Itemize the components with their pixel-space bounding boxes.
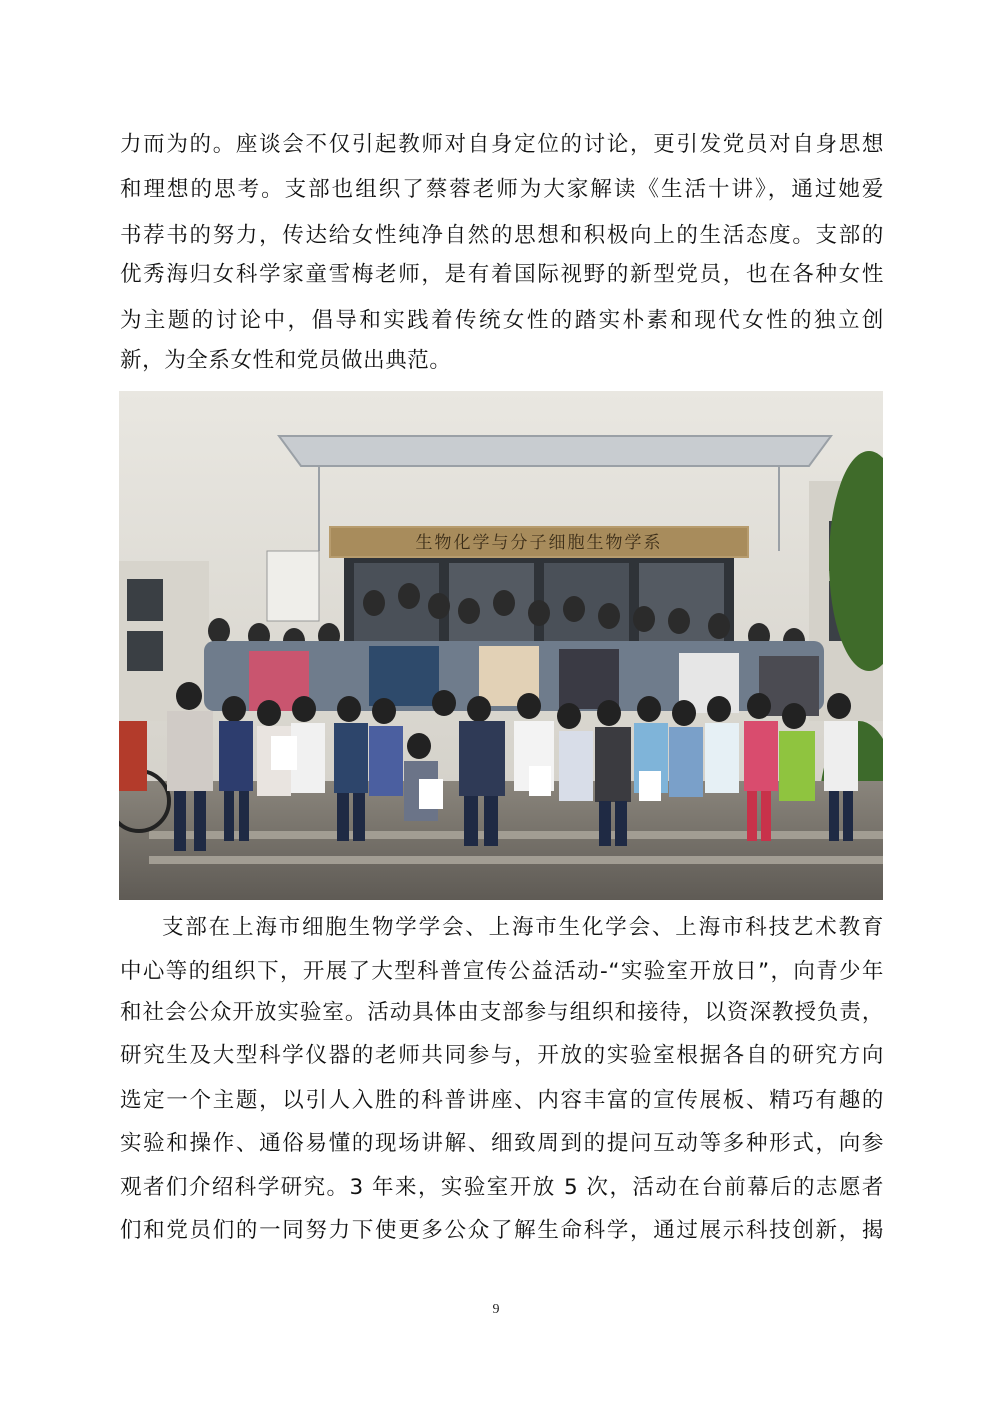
paragraph-line: 和理想的思考。支部也组织了蔡蓉老师为大家解读《生活十讲》，通过她爱 [120, 177, 884, 202]
page-number: 9 [492, 1302, 500, 1317]
group-photo [119, 391, 883, 900]
paragraph-line: 实验和操作、通俗易懂的现场讲解、细致周到的提问互动等多种形式，向参 [120, 1131, 884, 1156]
paragraph-line: 研究生及大型科学仪器的老师共同参与，开放的实验室根据各自的研究方向 [120, 1043, 884, 1068]
building-sign: 生物化学与分子细胞生物学系 [415, 533, 663, 553]
paragraph-line: 中心等的组织下，开展了大型科普宣传公益活动-“实验室开放日”，向青少年 [120, 959, 884, 984]
paragraph-line: 优秀海归女科学家童雪梅老师，是有着国际视野的新型党员，也在各种女性 [120, 262, 884, 287]
paragraph-line: 观者们介绍科学研究。3 年来，实验室开放 5 次，活动在台前幕后的志愿者 [120, 1175, 884, 1200]
paragraph-line: 选定一个主题，以引人入胜的科普讲座、内容丰富的宣传展板、精巧有趣的 [120, 1088, 884, 1113]
paragraph-line: 支部在上海市细胞生物学学会、上海市生化学会、上海市科技艺术教育 [162, 915, 884, 940]
paragraph-line: 新，为全系女性和党员做出典范。 [120, 348, 452, 373]
paragraph-line: 书荐书的努力，传达给女性纯净自然的思想和积极向上的生活态度。支部的 [120, 223, 884, 248]
group-photo-illustration [119, 391, 883, 900]
paragraph-line: 们和党员们的一同努力下使更多公众了解生命科学，通过展示科技创新，揭 [120, 1218, 884, 1243]
paragraph-line: 为主题的讨论中，倡导和实践着传统女性的踏实朴素和现代女性的独立创 [120, 308, 884, 333]
paragraph-line: 和社会公众开放实验室。活动具体由支部参与组织和接待，以资深教授负责， [120, 1000, 884, 1025]
paragraph-line: 力而为的。座谈会不仅引起教师对自身定位的讨论，更引发党员对自身思想 [120, 132, 884, 157]
